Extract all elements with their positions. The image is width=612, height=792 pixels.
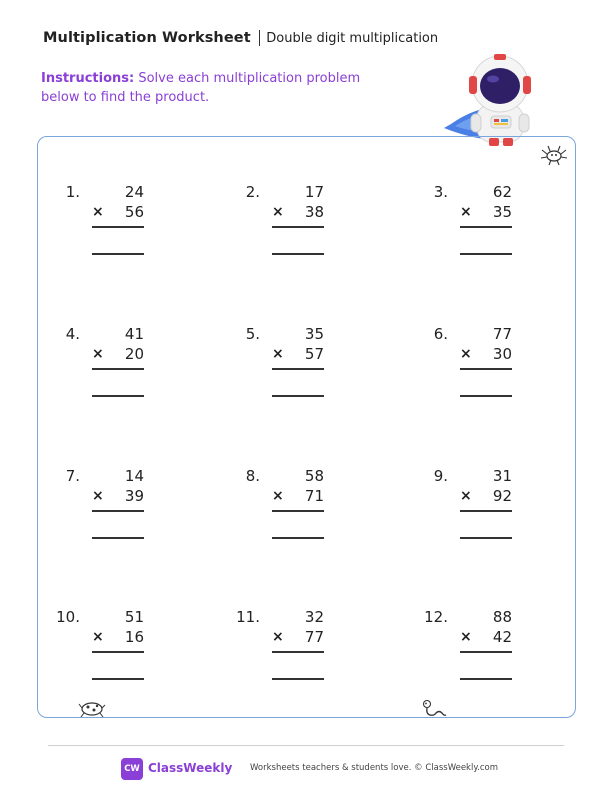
multiplicand: 58 <box>304 467 324 485</box>
times-icon: × <box>460 204 472 220</box>
multiplicand: 62 <box>492 183 512 201</box>
multiplier: 92 <box>492 487 512 505</box>
footer-divider <box>48 745 564 746</box>
problem-7 <box>52 467 162 547</box>
answer-line[interactable] <box>92 395 144 397</box>
multiplicand: 51 <box>124 608 144 626</box>
times-icon: × <box>92 629 104 645</box>
multiplier: 39 <box>124 487 144 505</box>
multiplier: 20 <box>124 345 144 363</box>
multiplier: 42 <box>492 628 512 646</box>
multiplier: 57 <box>304 345 324 363</box>
problem-1 <box>52 183 162 263</box>
instructions-text: Solve each multiplication problem below to find the product. <box>41 71 361 105</box>
product-rule <box>272 651 324 653</box>
bug-doodle-icon <box>540 144 568 166</box>
multiplier: 35 <box>492 203 512 221</box>
multiplicand: 35 <box>304 325 324 343</box>
classweekly-logo: CW <box>121 758 143 780</box>
problem-number: 9. <box>433 467 448 485</box>
times-icon: × <box>92 488 104 504</box>
product-rule <box>272 368 324 370</box>
multiplier: 38 <box>304 203 324 221</box>
multiplicand: 77 <box>492 325 512 343</box>
problem-11 <box>232 608 342 688</box>
multiplicand: 41 <box>124 325 144 343</box>
worksheet-title: Multiplication Worksheet <box>43 30 251 46</box>
problem-number: 1. <box>65 183 80 201</box>
product-rule <box>460 226 512 228</box>
times-icon: × <box>272 346 284 362</box>
product-rule <box>272 226 324 228</box>
times-icon: × <box>272 488 284 504</box>
answer-line[interactable] <box>460 395 512 397</box>
product-rule <box>460 510 512 512</box>
answer-line[interactable] <box>272 537 324 539</box>
footer-tagline: Worksheets teachers & students love. © ClassWeekly.com <box>250 763 499 773</box>
instructions <box>41 69 361 107</box>
multiplier: 77 <box>304 628 324 646</box>
answer-line[interactable] <box>272 678 324 680</box>
product-rule <box>92 510 144 512</box>
worksheet-subtitle: Double digit multiplication <box>266 30 439 46</box>
problem-9 <box>420 467 530 547</box>
times-icon: × <box>92 204 104 220</box>
multiplicand: 17 <box>304 183 324 201</box>
problem-number: 8. <box>245 467 260 485</box>
times-icon: × <box>92 346 104 362</box>
answer-line[interactable] <box>92 253 144 255</box>
problem-number: 2. <box>245 183 260 201</box>
problem-number: 4. <box>65 325 80 343</box>
multiplier: 30 <box>492 345 512 363</box>
problem-5 <box>232 325 342 405</box>
problem-4 <box>52 325 162 405</box>
product-rule <box>92 651 144 653</box>
answer-line[interactable] <box>460 678 512 680</box>
problem-number: 10. <box>56 608 80 626</box>
ladybug-doodle-icon <box>78 698 106 718</box>
multiplicand: 14 <box>124 467 144 485</box>
answer-line[interactable] <box>92 537 144 539</box>
product-rule <box>460 651 512 653</box>
problem-number: 11. <box>236 608 260 626</box>
product-rule <box>460 368 512 370</box>
times-icon: × <box>272 204 284 220</box>
answer-line[interactable] <box>92 678 144 680</box>
product-rule <box>92 368 144 370</box>
answer-line[interactable] <box>460 253 512 255</box>
problem-number: 7. <box>65 467 80 485</box>
brand-name: ClassWeekly <box>148 761 233 775</box>
problem-number: 5. <box>245 325 260 343</box>
times-icon: × <box>460 346 472 362</box>
worm-doodle-icon <box>420 698 448 720</box>
multiplier: 71 <box>304 487 324 505</box>
problem-10 <box>52 608 162 688</box>
times-icon: × <box>460 488 472 504</box>
multiplier: 16 <box>124 628 144 646</box>
problem-12 <box>420 608 530 688</box>
multiplicand: 31 <box>492 467 512 485</box>
problem-number: 3. <box>433 183 448 201</box>
answer-line[interactable] <box>460 537 512 539</box>
instructions-label: Instructions: <box>41 71 135 86</box>
answer-line[interactable] <box>272 253 324 255</box>
problem-8 <box>232 467 342 547</box>
product-rule <box>272 510 324 512</box>
multiplicand: 88 <box>492 608 512 626</box>
multiplicand: 32 <box>304 608 324 626</box>
problem-number: 12. <box>424 608 448 626</box>
problem-6 <box>420 325 530 405</box>
title-separator <box>259 30 261 46</box>
times-icon: × <box>272 629 284 645</box>
problem-number: 6. <box>433 325 448 343</box>
problem-3 <box>420 183 530 263</box>
product-rule <box>92 226 144 228</box>
times-icon: × <box>460 629 472 645</box>
worksheet-header <box>43 28 438 48</box>
multiplicand: 24 <box>124 183 144 201</box>
multiplier: 56 <box>124 203 144 221</box>
answer-line[interactable] <box>272 395 324 397</box>
problem-2 <box>232 183 342 263</box>
